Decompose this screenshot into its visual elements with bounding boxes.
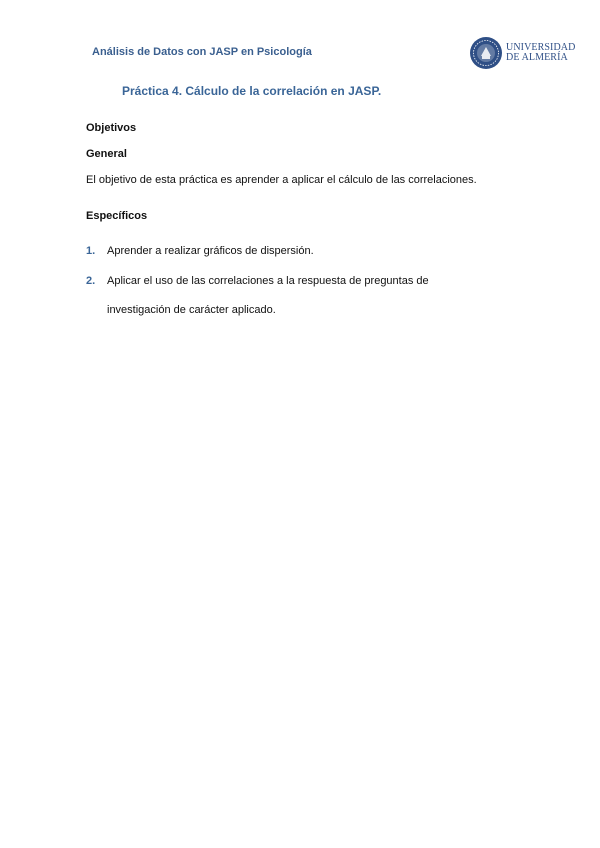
list-text-continuation: investigación de carácter aplicado.: [107, 304, 276, 316]
logo-text: [506, 43, 575, 63]
logo-line-1: UNIVERSIDAD: [506, 42, 576, 53]
practice-title: Práctica 4. Cálculo de la correlación en JASP.: [122, 84, 382, 98]
university-seal-icon: [469, 36, 503, 70]
course-title: Análisis de Datos con JASP en Psicología: [92, 46, 312, 58]
general-text: El objetivo de esta práctica es aprender a aplicar el cálculo de las correlaciones.: [86, 174, 477, 186]
general-heading: General: [86, 148, 127, 160]
list-number: 1.: [86, 245, 96, 257]
list-item: [86, 275, 429, 287]
specific-heading: Específicos: [86, 210, 148, 222]
logo-line-2: DE ALMERÍA: [506, 52, 568, 63]
objectives-heading: Objetivos: [86, 122, 137, 134]
list-item: [86, 245, 314, 257]
university-logo: [469, 36, 575, 70]
list-text: Aprender a realizar gráficos de dispersión.: [107, 245, 314, 257]
list-number: 2.: [86, 275, 96, 287]
list-text: Aplicar el uso de las correlaciones a la respuesta de preguntas de: [107, 275, 429, 287]
